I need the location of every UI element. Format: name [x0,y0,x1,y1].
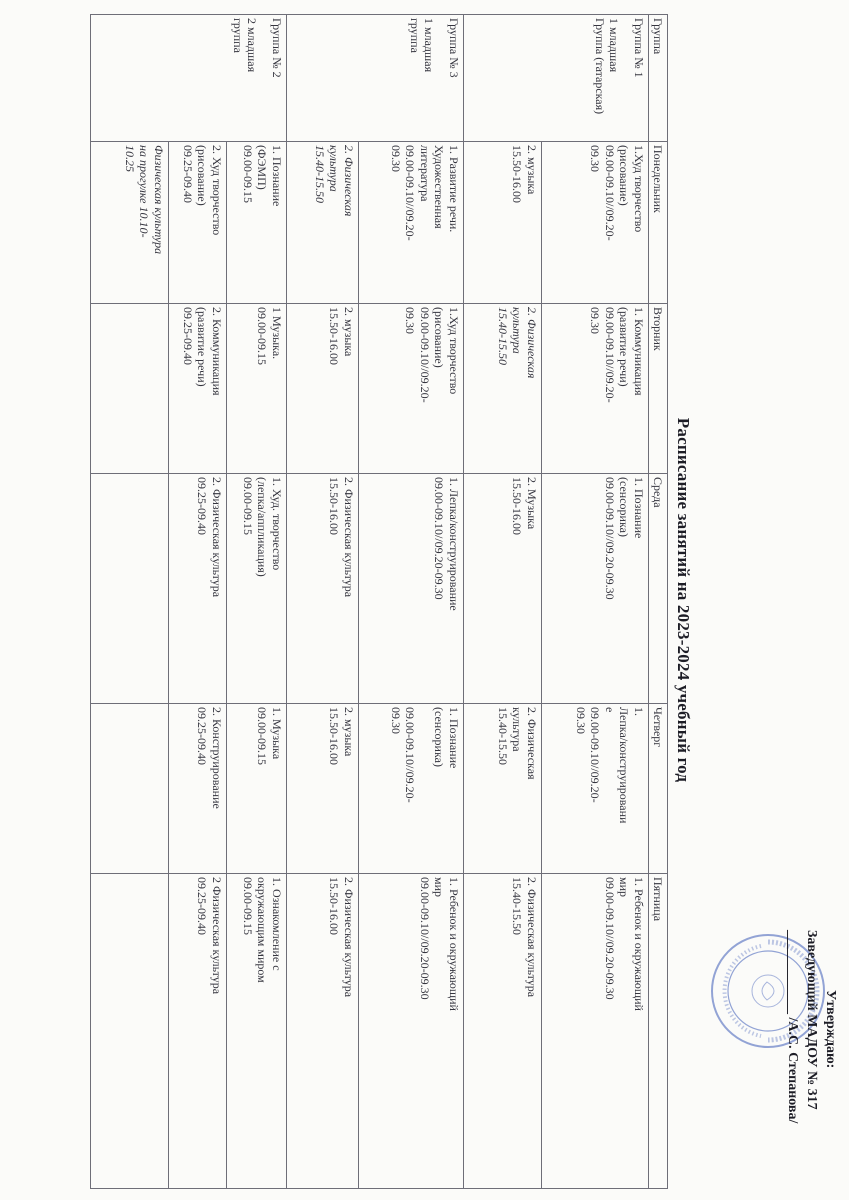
table-row [463,15,541,1189]
lesson-cell: 2. Физическая культура 15.50-16.00 [327,877,356,998]
lesson-cell: 1. Ознакомление с окружающим миром 09.00-09.15 [240,877,284,983]
group-cell [463,15,648,142]
group-cell [90,15,286,142]
lesson-cell: 2. Коммуникация (развитие речи) 09.25-09.40 [180,307,224,396]
group-name: Группа № 2 [269,18,284,78]
table-row [286,15,358,1189]
lesson-cell: 2. Худ творчество (рисование) 09.25-09.40 [180,145,224,236]
schedule-table [90,14,668,1189]
group-cell [286,15,463,142]
lesson-cell: 1 Музыка. 09.00-09.15 [255,307,284,365]
lesson-cell: 1. Музыка 09.00-09.15 [255,707,284,765]
group-subtitle: 1 младшая Группа (татарская) [592,18,622,115]
group-name: Группа № 1 [631,18,646,78]
lesson-cell: 2. Конструирование 09.25-09.40 [195,707,224,809]
group-name: Группа № 3 [446,18,461,78]
approval-position: Заведующий МАДОУ № 317 [804,930,820,1110]
header-thursday: Четверг [648,704,667,874]
lesson-cell: 1. Познание (ФЭМП) 09.00-09.15 [240,145,284,207]
header-group: Группа [648,15,667,142]
lesson-cell: 1.Худ творчество (рисование) 09.00-09.10//09.20- 09.30 [588,145,646,241]
lesson-cell: 2. Физическая культура 15.40-15.50 [510,877,539,998]
lesson-cell: 1. Худ. творчество (лепка/аппликация) 09.00-09.15 [240,477,284,577]
header-friday: Пятница [648,874,667,1189]
page-title: Расписание занятий на 2023-2024 учебный год [674,417,693,783]
approval-block [782,930,839,1195]
lesson-cell: 1. Ребенок и окружающий мир 09.00-09.10//09.20-09.30 [417,877,461,1011]
lesson-cell: 1. Развитие речи. Художественная литература 09.00-09.10//09.20- 09.30 [389,145,461,241]
lesson-cell: 1. Коммуникация (развитие речи) 09.00-09.10//09.20- 09.30 [588,307,646,403]
table-row [90,15,168,1189]
lesson-cell: 2 Физическая культура 09.25-09.40 [195,877,224,995]
table-row [226,15,286,1189]
group-subtitle: 2 младшая группа [230,18,260,73]
lesson-cell: 2. музыка 15.50-16.00 [510,145,539,203]
header-monday: Понедельник [648,142,667,304]
approval-signature: ____________ /А.С. Степанова/ [785,930,801,1124]
lesson-cell: 2. Физическая культура 09.25-09.40 [195,477,224,598]
header-tuesday: Вторник [648,304,667,474]
lesson-cell: 2. Физическая культура 15.40-15.50 [312,145,356,217]
lesson-cell: 1. Лепка/конструирование 09.00-09.10//09.20-09.30 [432,477,461,611]
table-header-row [648,15,667,1189]
group-subtitle: 1 младшая группа [407,18,437,73]
approval-title: Утверждаю: [823,990,838,1069]
lesson-cell: 1. Лепка/конструировани е 09.00-09.10//09.20- 09.30 [574,707,646,824]
table-row [541,15,648,1189]
lesson-cell: 1. Ребенок и окружающий мир 09.00-09.10//09.20-09.30 [602,877,646,1011]
lesson-cell: 2. музыка 15.50-16.00 [327,707,356,765]
header-wednesday: Среда [648,474,667,704]
lesson-cell: 1.Худ творчество (рисование) 09.00-09.10//09.20- 09.30 [403,307,461,403]
lesson-cell: 2. Физическая культура 15.40-15.50 [495,307,539,379]
lesson-cell: 2. Музыка 15.50-16.00 [510,477,539,535]
lesson-cell: 2. Физическая культура 15.40-15.50 [495,707,539,780]
lesson-cell: 2. Физическая культура 15.50-16.00 [327,477,356,598]
lesson-cell: Физическая культура на прогулке 10.10- 10.25 [122,145,166,255]
table-row [168,15,226,1189]
lesson-cell: 1. Познание (сенсорика) 09.00-09.10//09.20-09.30 [602,477,646,600]
lesson-cell: 1. Познание (сенсорика) 09.00-09.10//09.20- 09.30 [389,707,461,803]
lesson-cell: 2. музыка 15.50-16.00 [327,307,356,365]
table-row [358,15,463,1189]
